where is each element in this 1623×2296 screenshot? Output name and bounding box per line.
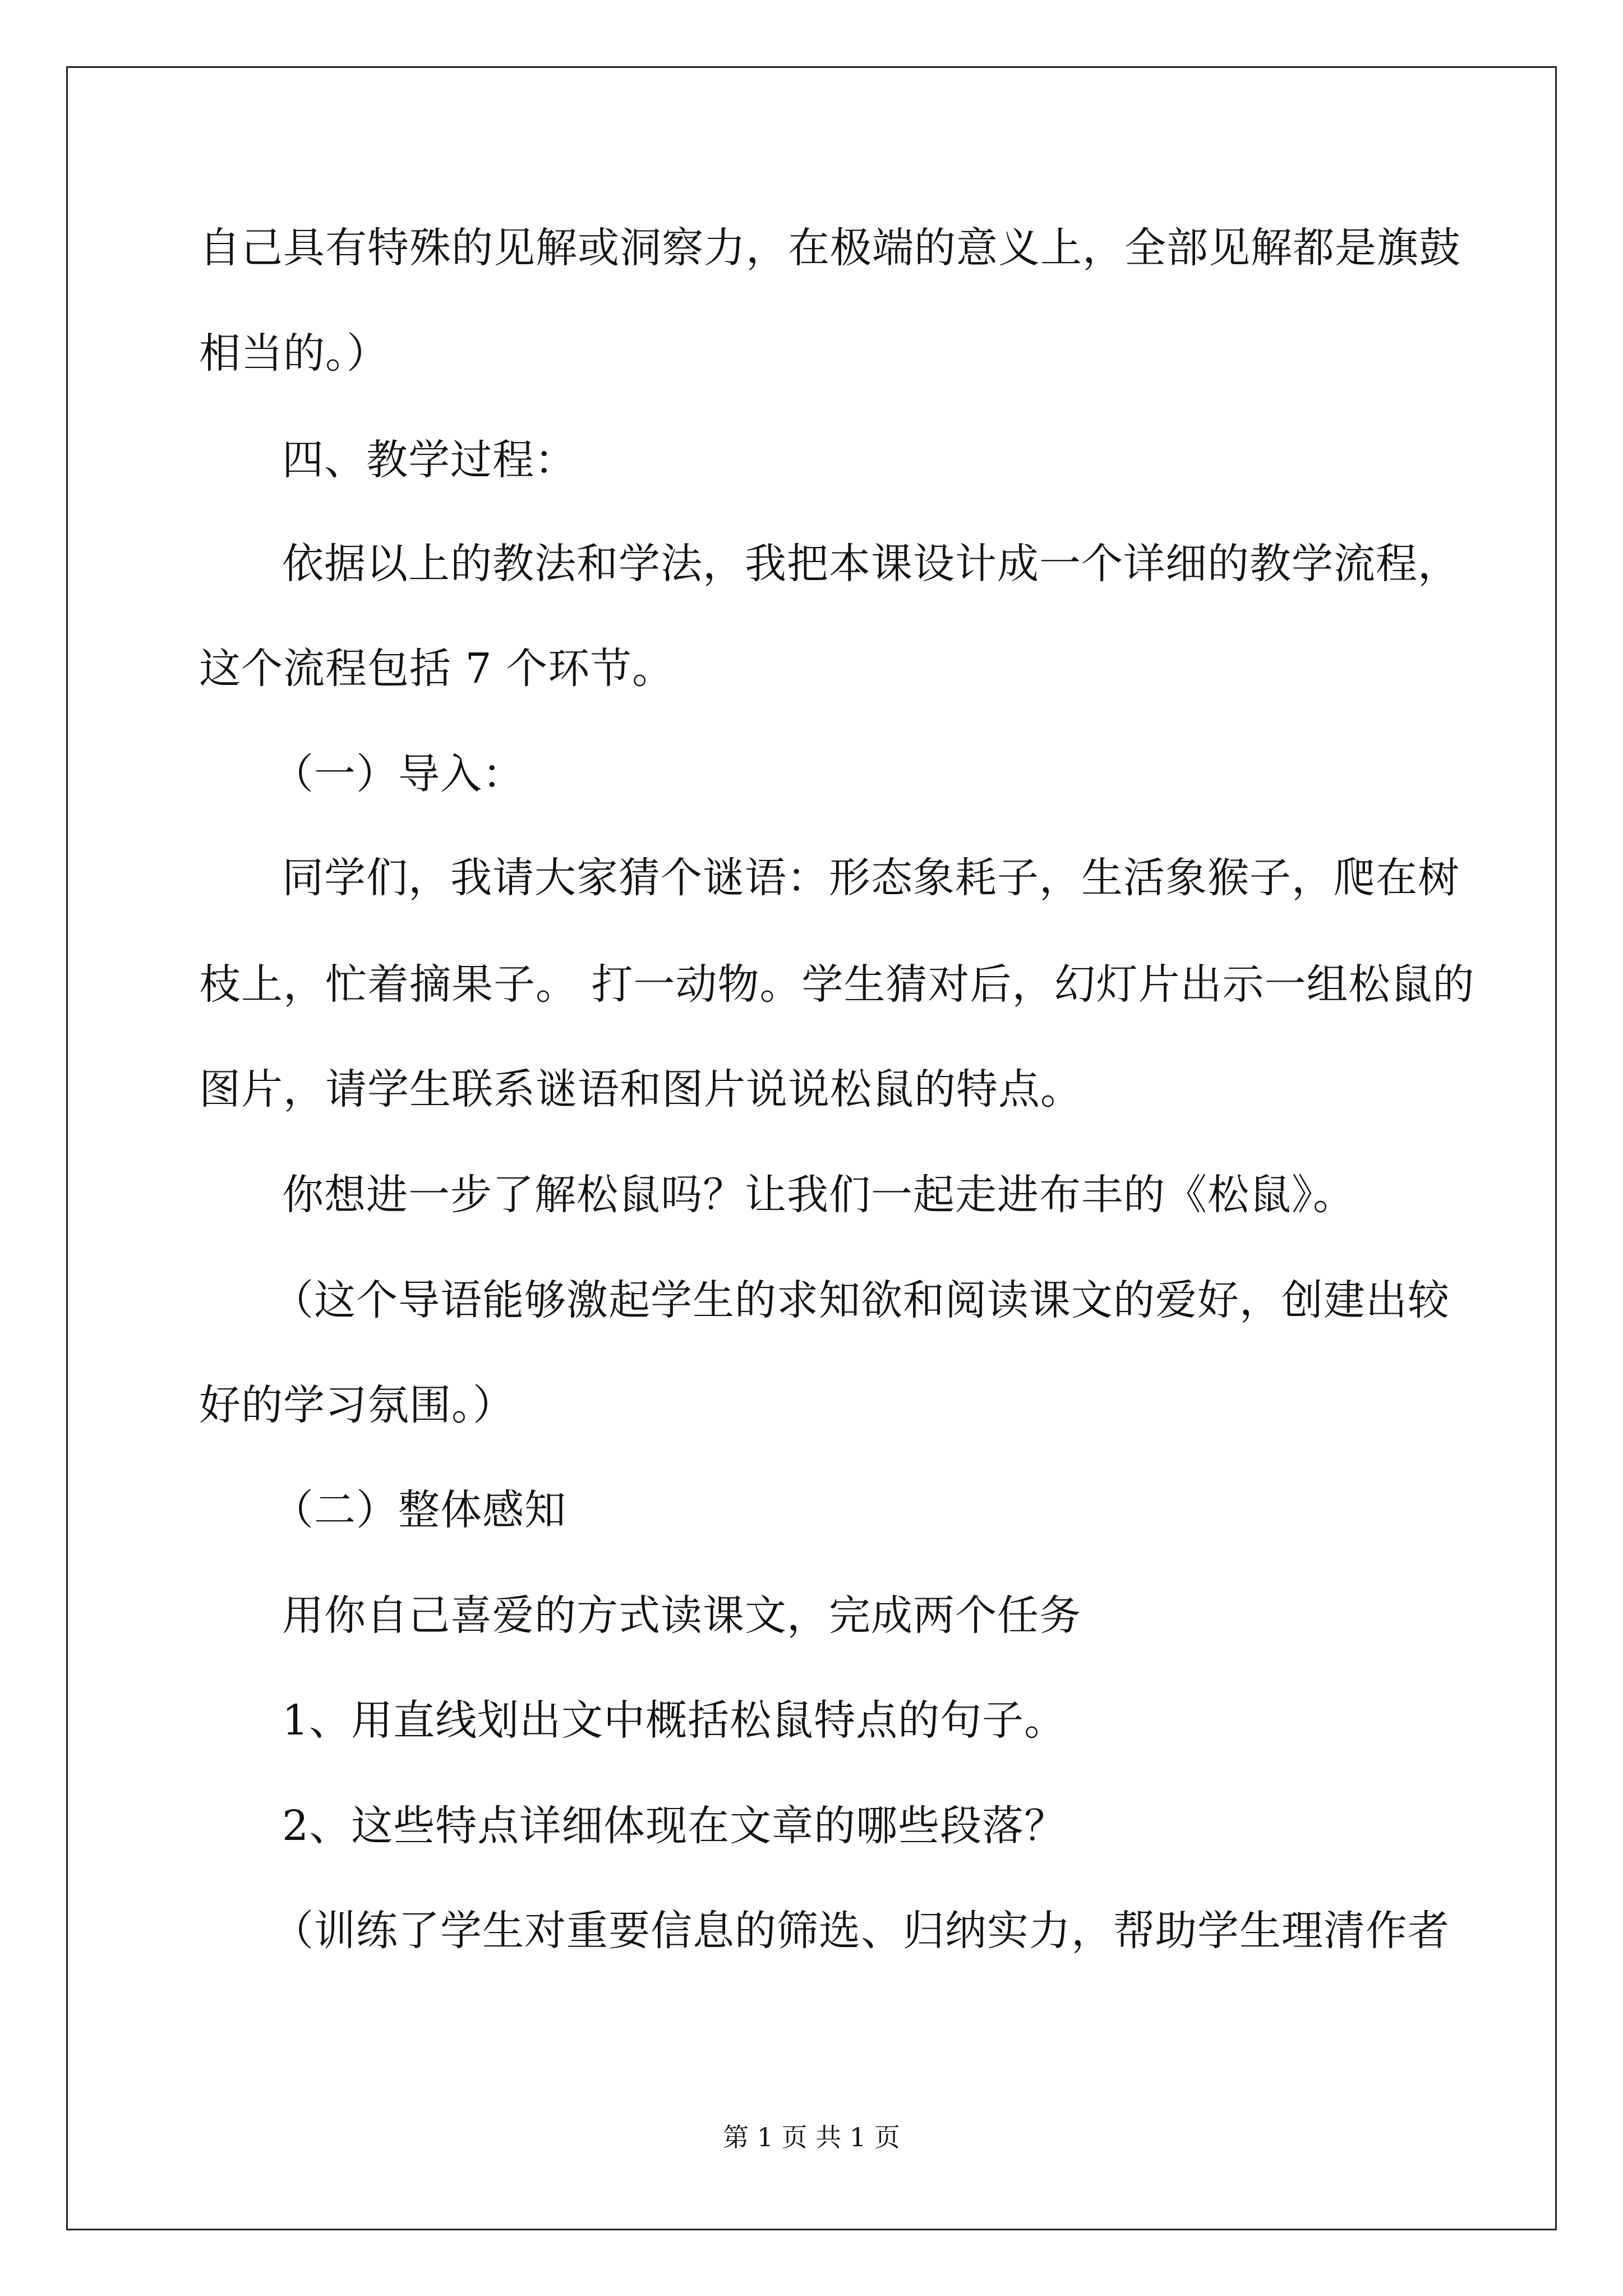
text-line: 依据以上的教法和学法，我把本课设计成一个详细的教学流程， [282,540,1460,588]
page-number-footer: 第 1 页 共 1 页 [723,2122,900,2152]
subsection-heading: （二）整体感知 [272,1486,566,1534]
text-line: 同学们，我请大家猜个谜语：形态象耗子，生活象猴子，爬在树 [282,854,1460,902]
text-line: （这个导语能够激起学生的求知欲和阅读课文的爱好，创建出较 [272,1276,1450,1324]
text-line: 好的学习氛围。） [199,1381,515,1429]
text-line: 这个流程包括 7 个环节。 [199,645,675,693]
text-line: 自己具有特殊的见解或洞察力，在极端的意义上，全部见解都是旗鼓 [199,224,1461,272]
text-line: 用你自己喜爱的方式读课文，完成两个任务 [282,1591,1081,1640]
subsection-heading: （一）导入： [272,750,524,798]
text-line: 图片，请学生联系谜语和图片说说松鼠的特点。 [199,1065,1082,1114]
text-line: （训练了学生对重要信息的筛选、归纳实力，帮助学生理清作者 [272,1907,1450,1955]
text-line: 相当的。） [199,329,389,378]
list-item: 2、这些特点详细体现在文章的哪些段落？ [282,1802,1067,1850]
text-line: 你想进一步了解松鼠吗？让我们一起走进布丰的《松鼠》。 [282,1171,1355,1219]
list-item: 1、用直线划出文中概括松鼠特点的句子。 [282,1696,1067,1745]
section-heading: 四、教学过程： [282,436,577,484]
text-line: 枝上，忙着摘果子。 打一动物。学生猜对后，幻灯片出示一组松鼠的 [199,960,1475,1009]
